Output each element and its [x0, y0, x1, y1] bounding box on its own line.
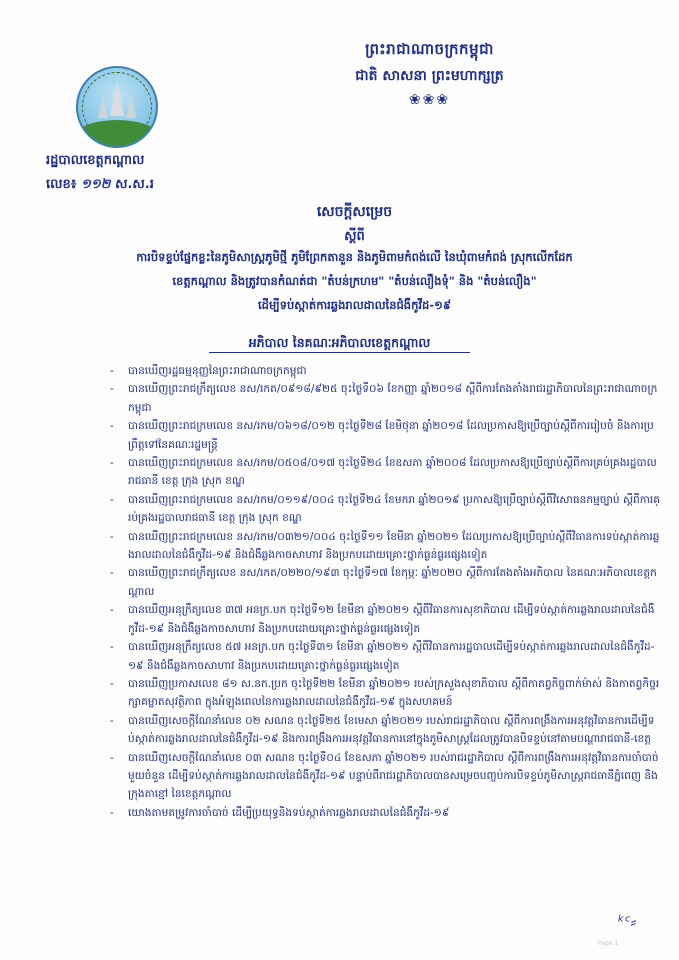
kingdom-name: ព្រះរាជាណាចក្រកម្ពុជា	[365, 40, 494, 58]
list-item: - បានឃើញព្រះរាជក្រមលេខ នស/រកម/០៥០៨/០១៧ ចុះថ្ងៃទី២៤ ខែឧសភា ឆ្នាំ២០០៨ ដែលប្រកាសឱ្យប្រើច្បាប់ស្តីពីការគ្រប់គ្រងរដ្ឋបាលរាជធានី ខេត្ត ក្រុង ស្រុក ខណ្ឌ	[110, 454, 660, 491]
emblem-hill	[76, 120, 158, 148]
list-item: - បានឃើញអនុក្រឹត្យលេខ ៣៧ អនក្រ.បក ចុះថ្ងៃទី១២ ខែមីនា ឆ្នាំ២០២១ ស្តីពីវិធានការសុខាភិបាល ដើម្បីទប់ស្កាត់ការឆ្លងរាលដាលនៃជំងឺកូវីដ-១៩ និងជំងឺឆ្លងកាចសាហាវ និងប្រកបដោយគ្រោះថ្នាក់ធ្ងន់ធ្ងរផ្សេងទៀត	[110, 601, 660, 638]
list-item: - បានឃើញសេចក្តីណែនាំលេខ ០៣ សណន ចុះថ្ងៃទី០៤ ខែឧសភា ឆ្នាំ២០២១ របស់រាជរដ្ឋាភិបាល ស្តីពីការពង្រឹងការអនុវត្តវិធានការចាំបាច់មួយចំនួន ដើម្បីទប់ស្កាត់ការឆ្លងរាលដាលនៃជំងឺកូវីដ-១៩ បន្ទាប់ពីរាជរដ្ឋាភិបាលបានសម្រេចបញ្ចប់ការបិទខ្ទប់ភូមិសាស្ត្ររាជធានីភ្នំពេញ និងក្រុងតាខ្មៅ នៃខេត្តកណ្តាល	[110, 749, 660, 804]
list-item: - បានឃើញព្រះរាជក្រឹត្យលេខ នស/រកត/០២២០/១៩៣ ចុះថ្ងៃទី១៧ ខែកុម្ភៈ ឆ្នាំ២០២០ ស្តីពីការតែងតាំងអភិបាល នៃគណៈអភិបាលខេត្តកណ្តាល	[110, 564, 660, 601]
list-item: - បានឃើញព្រះរាជក្រមលេខ នស/រកម/០១១៩/០០៤ ចុះថ្ងៃទី២៤ ខែមករា ឆ្នាំ២០១៩ ប្រកាសឱ្យប្រើច្បាប់ស្តីពីវិសោធនកម្មច្បាប់ ស្តីពីការគ្រប់គ្រងរដ្ឋបាលរាជធានី ខេត្ត ក្រុង ស្រុក ខណ្ឌ	[110, 491, 660, 528]
list-item: - បានឃើញអនុក្រឹត្យលេខ ៥៧ អនក្រ.បក ចុះថ្ងៃទី៣១ ខែមីនា ឆ្នាំ២០២១ ស្តីពីវិធានការរដ្ឋបាលដើម្បីទប់ស្កាត់ការឆ្លងរាលដាលនៃជំងឺកូវីដ-១៩ និងជំងឺឆ្លងកាចសាហាវ និងប្រកបដោយគ្រោះថ្នាក់ធ្ងន់ធ្ងរផ្សេងទៀត	[110, 638, 660, 675]
sender-administration: រដ្ឋបាលខេត្តកណ្តាល	[46, 153, 145, 168]
national-motto: ជាតិ សាសនា ព្រះមហាក្សត្រ	[355, 68, 504, 84]
list-item: - បានឃើញប្រកាសលេខ ៨១ ស.នក.ប្រក ចុះថ្ងៃទី២២ ខែមីនា ឆ្នាំ២០២១ របស់ក្រសួងសុខាភិបាល ស្តីពីកាតព្វកិច្ចពាក់ម៉ាស់ និងកាតព្វកិច្ចរក្សាគម្លាតសុវត្ថិភាព ក្នុងអំឡុងពេលនៃការឆ្លងរាលដាលនៃជំងឺកូវីដ-១៩ ក្នុងសហគមន៍	[110, 675, 660, 712]
kandal-province-emblem	[76, 66, 158, 148]
list-item: - បានឃើញព្រះរាជក្រមលេខ នស/រកម/០៣២១/០០៤ ចុះថ្ងៃទី១១ ខែមីនា ឆ្នាំ២០២១ ដែលប្រកាសឱ្យប្រើច្បាប់ស្តីពីវិធានការទប់ស្កាត់ការឆ្លងរាលដាលនៃជំងឺកូវីដ-១៩ និងជំងឺឆ្លងកាចសាហាវ និងប្រកបដោយគ្រោះថ្នាក់ធ្ងន់ធ្ងរផ្សេងទៀត	[110, 528, 660, 565]
reference-handwritten-number: ១១២	[81, 177, 111, 192]
governor-heading-text: អភិបាល នៃគណៈអភិបាលខេត្តកណ្តាល	[209, 335, 471, 353]
decision-heading: សេចក្តីសម្រេច	[316, 204, 393, 220]
initial-signature: ᵏᶜ⸗	[618, 912, 637, 931]
list-item: - បានឃើញសេចក្តីណែនាំលេខ ០២ សណន ចុះថ្ងៃទី២៥ ខែមេសា ឆ្នាំ២០២១ របស់រាជរដ្ឋាភិបាល ស្តីពីការពង្រឹងការអនុវត្តវិធានការដើម្បីទប់ស្កាត់ការឆ្លងរាលដាលនៃជំងឺកូវីដ-១៩ និងការពង្រឹងការអនុវត្តវិធានការនៅក្នុងភូមិសាស្ត្រដែលត្រូវបានបិទខ្ទប់នៅតាមបណ្តារាជធានី-ខេត្ត	[110, 712, 660, 749]
subject-line-2: ខេត្តកណ្តាល និងត្រូវបានកំណត់ជា "តំបន់ក្រហម" "តំបន់លឿងទុំ" និង "តំបន់លឿង"	[172, 274, 537, 288]
header-ornament: ❀❀❀	[408, 92, 451, 108]
subject-line-3: ដើម្បីទប់ស្កាត់ការឆ្លងរាលដាលនៃជំងឺកូវីដ-១៩	[258, 298, 451, 312]
page-number: Page 1	[598, 940, 619, 947]
list-item: - យោងតាមតម្រូវការចាំបាច់ ដើម្បីប្រយុទ្ធនិងទប់ស្កាត់ការឆ្លងរាលដាលនៃជំងឺកូវីដ-១៩	[110, 804, 660, 822]
reference-label: លេខ៖	[46, 177, 77, 192]
list-item: - បានឃើញព្រះរាជក្រឹត្យលេខ នស/រកត/០៩១៨/៩២៥ ចុះថ្ងៃទី០៦ ខែកញ្ញា ឆ្នាំ២០១៨ ស្តីពីការតែងតាំងរាជរដ្ឋាភិបាលនៃព្រះរាជាណាចក្រកម្ពុជា	[110, 380, 660, 417]
list-item: - បានឃើញរដ្ឋធម្មនុញ្ញនៃព្រះរាជាណាចក្រកម្ពុជា	[110, 362, 660, 380]
reference-number	[46, 176, 154, 195]
subject-line-1: ការបិទខ្ទប់ផ្នែកខ្លះនៃភូមិសាស្ត្រភូមិថ្មី ភូមិព្រែកតានួន និងភូមិពាមកំពង់លើ នៃឃុំពាមកំពង់ ស្រុកលើកដែក	[136, 250, 573, 264]
reference-suffix: ស.ស.រ	[115, 177, 154, 192]
concerning-heading: ស្តីពី	[344, 229, 365, 244]
legal-basis-list	[110, 362, 660, 822]
governor-heading	[0, 335, 679, 354]
list-item: - បានឃើញព្រះរាជក្រមលេខ នស/រកម/០៦១៨/០១២ ចុះថ្ងៃទី២៨ ខែមិថុនា ឆ្នាំ២០១៨ ដែលប្រកាសឱ្យប្រើច្បាប់ស្តីពីការរៀបចំ និងការប្រព្រឹត្តទៅនៃគណៈរដ្ឋមន្ត្រី	[110, 417, 660, 454]
